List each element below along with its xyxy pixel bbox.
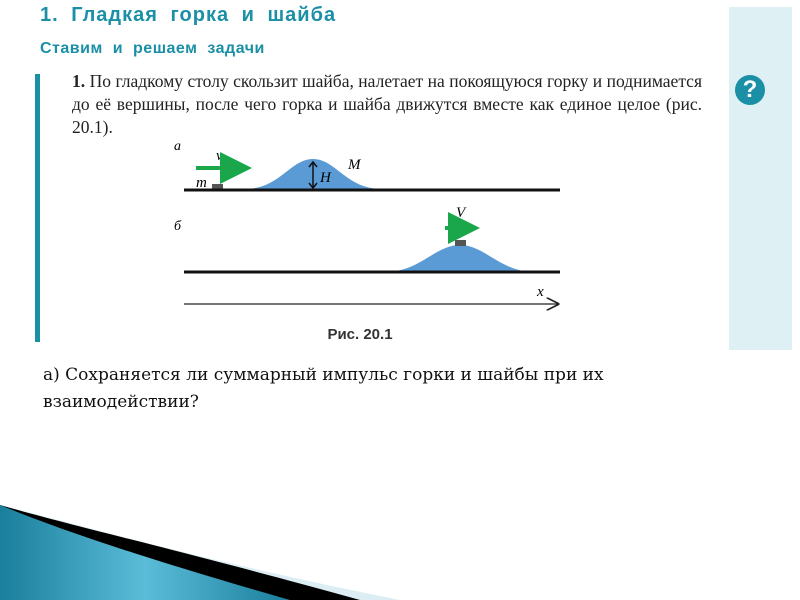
question-text: а) Сохраняется ли суммарный импульс горки и шайбы при их взаимодействии?: [43, 365, 604, 412]
label-a: а: [174, 139, 181, 154]
label-M: M: [348, 157, 361, 173]
section-subtitle: Ставим и решаем задачи: [40, 40, 265, 57]
figure-caption: Рис. 20.1: [327, 326, 393, 343]
accent-bar: [35, 74, 40, 342]
label-m: m: [196, 175, 207, 191]
problem-number: 1.: [72, 71, 86, 91]
problem-body: По гладкому столу скользит шайба, налетает на покоящуюся горку и поднимается до её вершины, после чего горка и шайба движутся вместе как единое целое (рис. 20.1).: [72, 71, 702, 137]
hill-b: [385, 245, 535, 272]
label-V: V: [456, 205, 466, 221]
label-v0: v₀: [216, 148, 228, 164]
sidebar-panel: [729, 7, 792, 350]
label-x: x: [537, 284, 544, 300]
label-b: б: [174, 219, 182, 234]
decorative-swoosh: [0, 490, 800, 600]
figure-20-1: [160, 135, 580, 345]
label-H: H: [320, 170, 331, 186]
problem-text: [72, 70, 702, 139]
section-title: 1. Гладкая горка и шайба: [40, 4, 337, 26]
question-icon[interactable]: ?: [735, 75, 765, 105]
puck-b: [455, 240, 466, 246]
